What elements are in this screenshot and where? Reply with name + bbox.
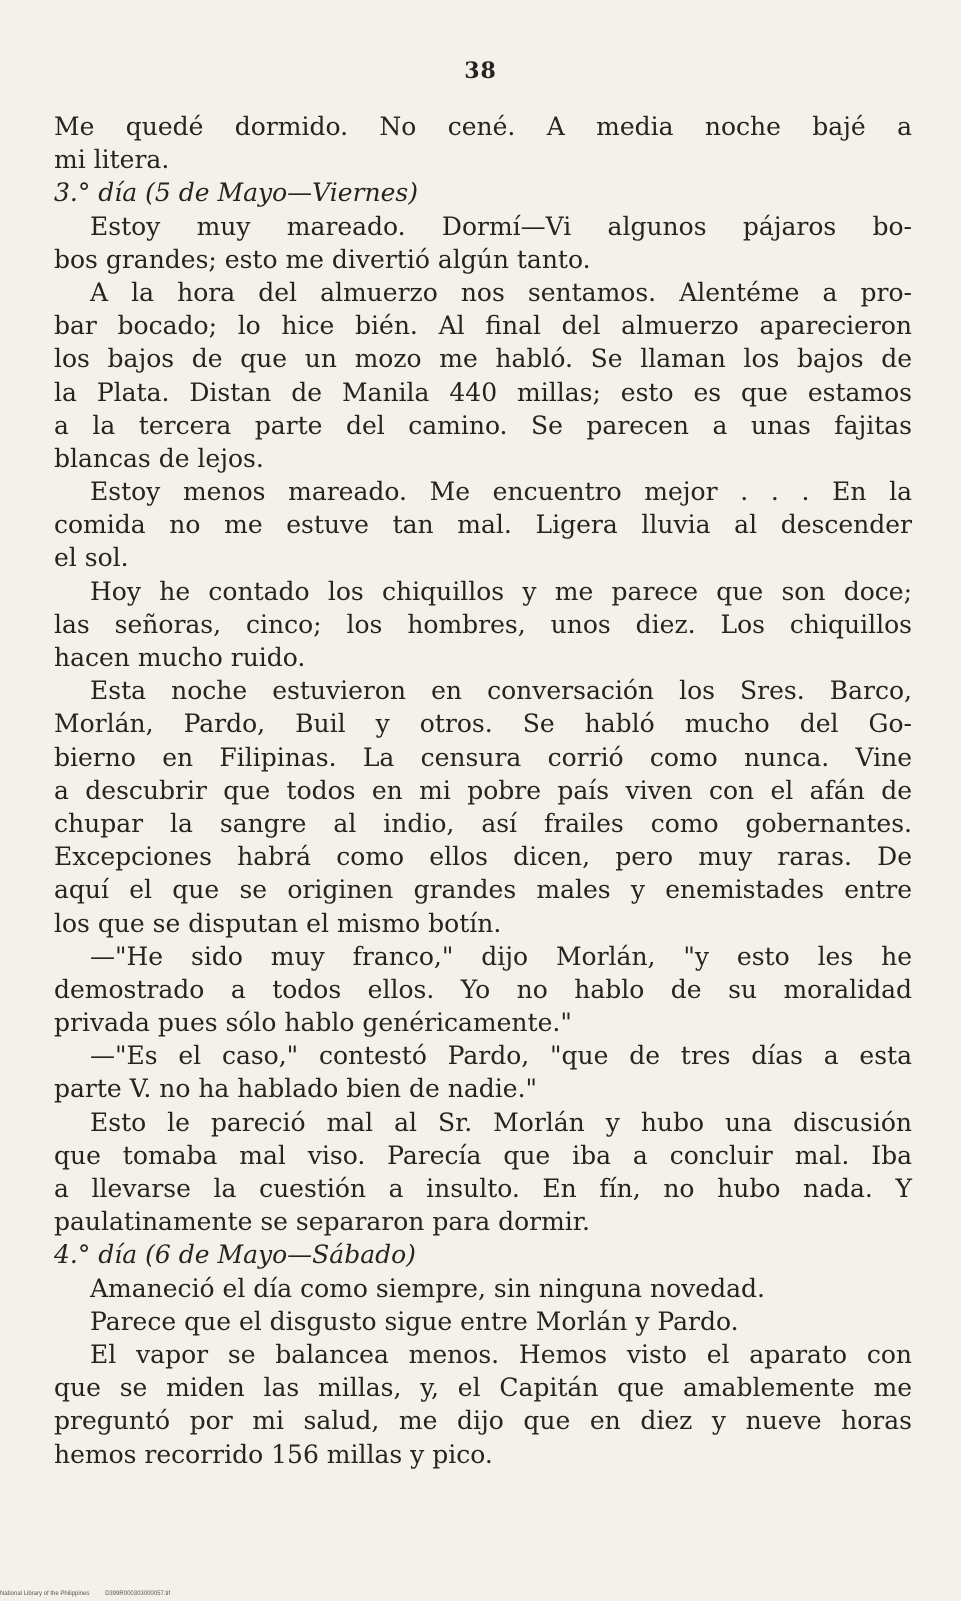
text-line: a descubrir que todos en mi pobre país viven con el afán de	[54, 775, 912, 805]
text-line: privada pues sólo hablo genéricamente."	[54, 1008, 572, 1038]
day-heading: 3.° día (5 de Mayo—Viernes)	[54, 178, 419, 208]
text-line: A la hora del almuerzo nos sentamos. Alentéme a pro-	[90, 277, 912, 307]
text-line: hacen mucho ruido.	[54, 643, 306, 672]
text-line: El vapor se balancea menos. Hemos visto el aparato con	[90, 1339, 912, 1369]
footer-library: National Library of the Philippines	[0, 1591, 90, 1597]
text-line: hemos recorrido 156 millas y pico.	[54, 1439, 493, 1469]
footer-code: D399R000303000057.tif	[105, 1591, 171, 1597]
text-line: las señoras, cinco; los hombres, unos diez. Los chiquillos	[54, 609, 912, 639]
text-line: —"Es el caso," contestó Pardo, "que de tres días a esta	[90, 1041, 912, 1071]
text-line: bar bocado; lo hice bién. Al final del almuerzo aparecieron	[54, 311, 912, 341]
text-line: el sol.	[54, 543, 129, 573]
text-line: —"He sido muy franco," dijo Morlán, "y esto les he	[90, 941, 912, 971]
text-line: a la tercera parte del camino. Se parecen a unas fajitas	[54, 410, 912, 440]
text-line: que se miden las millas, y, el Capitán que amablemente me	[54, 1373, 912, 1403]
text-line: aquí el que se originen grandes males y enemistades entre	[54, 875, 912, 905]
text-line: demostrado a todos ellos. Yo no hablo de su moralidad	[54, 974, 912, 1004]
text-line: blancas de lejos.	[54, 443, 264, 473]
text-line: Me quedé dormido. No cené. A media noche bajé a	[54, 112, 912, 141]
text-line: la Plata. Distan de Manila 440 millas; esto es que estamos	[54, 377, 912, 407]
day-heading: 4.° día (6 de Mayo—Sábado)	[54, 1240, 416, 1270]
text-line: Esta noche estuvieron en conversación los Sres. Barco,	[90, 676, 912, 706]
text-line: a llevarse la cuestión a insulto. En fín, no hubo nada. Y	[54, 1174, 912, 1203]
text-line: Excepciones habrá como ellos dicen, pero muy raras. De	[54, 842, 912, 872]
text-line: parte V. no ha hablado bien de nadie."	[54, 1074, 538, 1104]
text-line: Esto le pareció mal al Sr. Morlán y hubo una discusión	[90, 1107, 912, 1137]
scan-footer	[0, 1591, 184, 1597]
text-line: preguntó por mi salud, me dijo que en diez y nueve horas	[54, 1406, 912, 1436]
text-line: Morlán, Pardo, Buil y otros. Se habló mucho del Go-	[54, 709, 912, 739]
page-number: 38	[464, 58, 497, 84]
text-line: los que se disputan el mismo botín.	[54, 908, 502, 938]
text-line: Amaneció el día como siempre, sin ninguna novedad.	[90, 1273, 765, 1303]
text-line: chupar la sangre al indio, así frailes como gobernantes.	[54, 808, 912, 838]
text-line: Hoy he contado los chiquillos y me parece que son doce;	[90, 576, 912, 606]
text-line: los bajos de que un mozo me habló. Se llaman los bajos de	[54, 344, 912, 374]
text-line: comida no me estuve tan mal. Ligera lluvia al descender	[54, 510, 912, 540]
text-line: mi litera.	[54, 145, 170, 175]
text-line: Estoy muy mareado. Dormí—Vi algunos pájaros bo-	[90, 211, 912, 241]
body-text	[54, 110, 912, 1471]
text-line: paulatinamente se separaron para dormir.	[54, 1207, 590, 1237]
text-line: que tomaba mal viso. Parecía que iba a concluir mal. Iba	[54, 1140, 912, 1170]
text-line: Parece que el disgusto sigue entre Morlán y Pardo.	[90, 1306, 739, 1336]
text-line: bierno en Filipinas. La censura corrió como nunca. Vine	[54, 742, 912, 772]
text-line: Estoy menos mareado. Me encuentro mejor . . . En la	[90, 477, 912, 507]
text-line: bos grandes; esto me divertió algún tanto.	[54, 244, 591, 274]
